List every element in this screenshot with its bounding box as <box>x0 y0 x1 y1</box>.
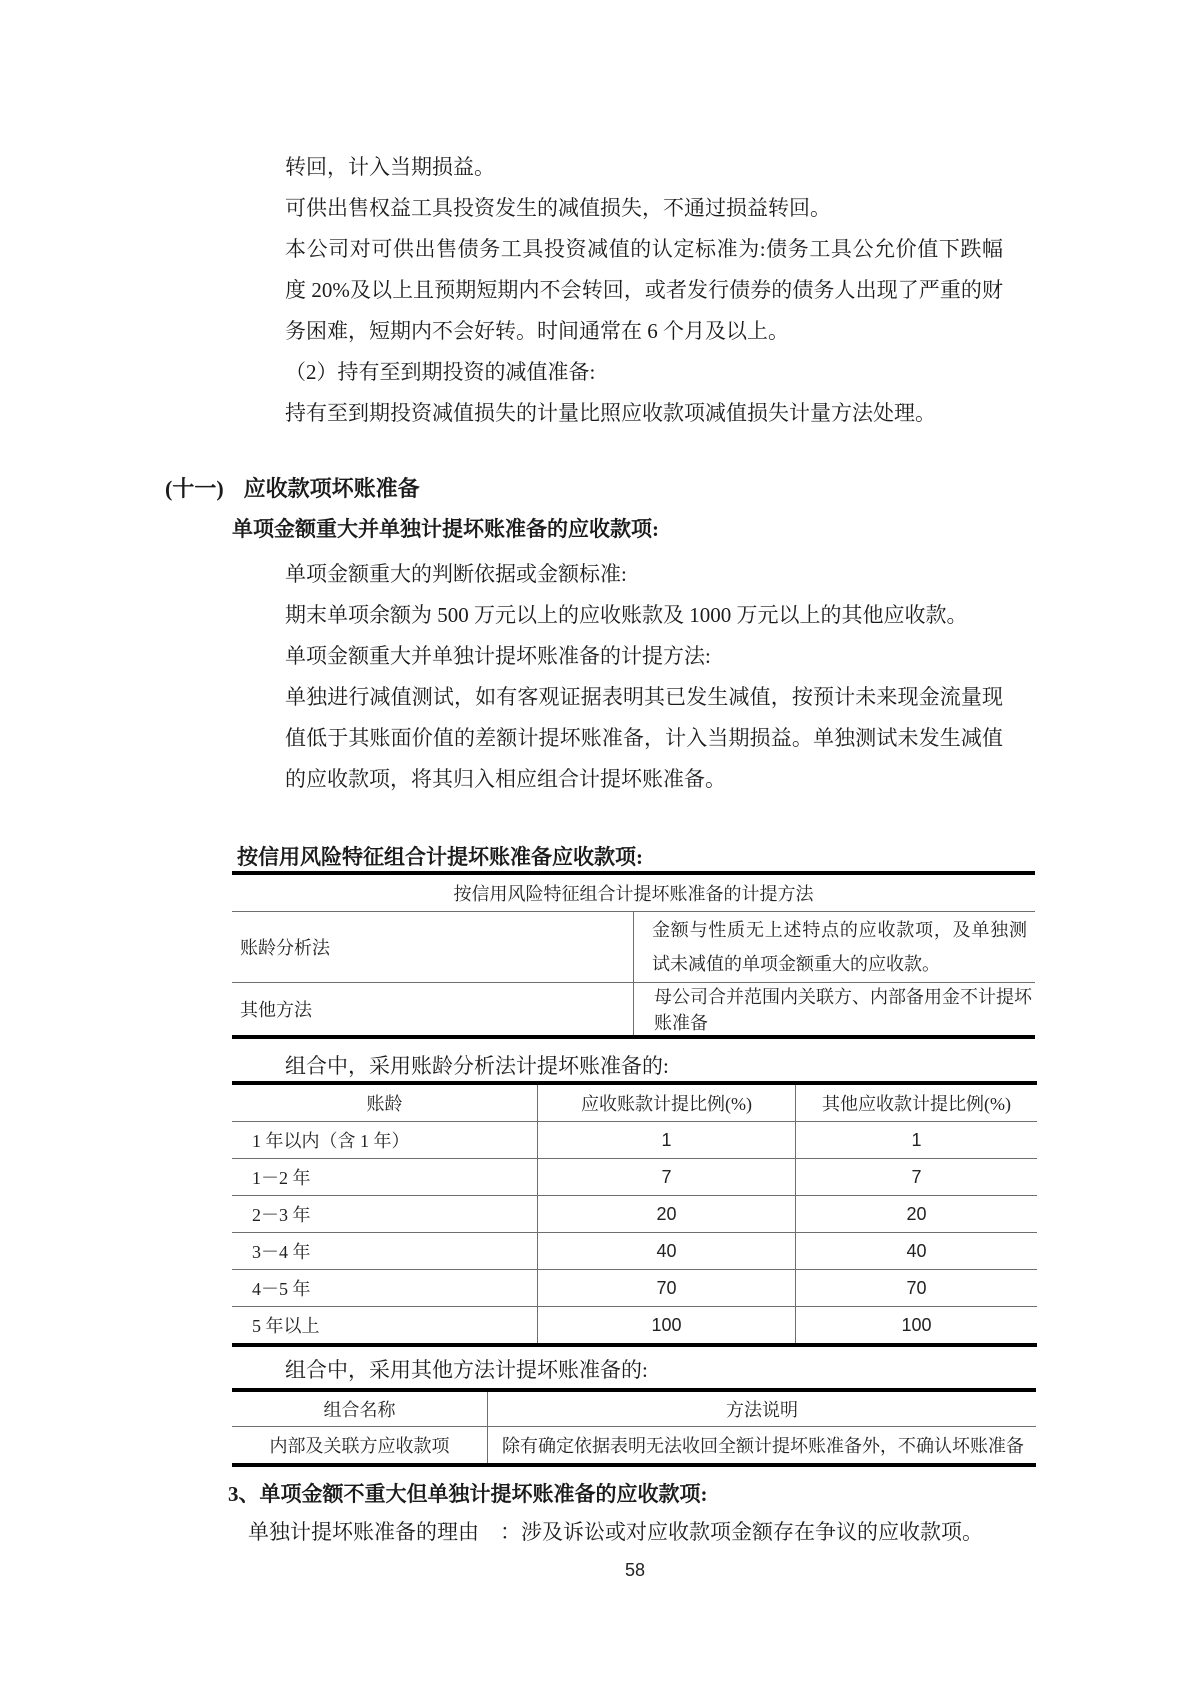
header-cell-group-name: 组合名称 <box>232 1390 488 1427</box>
section-heading <box>165 468 1200 509</box>
intro-section <box>0 0 1200 434</box>
table-header-row <box>232 1083 1037 1122</box>
header-cell-age: 账龄 <box>232 1083 538 1122</box>
section-number: (十一) <box>165 476 224 501</box>
cell-other-pct: 20 <box>796 1196 1038 1233</box>
body-paragraph: 单项金额重大并单独计提坏账准备的计提方法: <box>285 644 711 668</box>
cell-method-desc: 除有确定依据表明无法收回全额计提坏账准备外，不确认坏账准备 <box>488 1427 1037 1466</box>
cell-other-pct: 70 <box>796 1270 1038 1307</box>
cell-receivable-pct: 70 <box>538 1270 796 1307</box>
table-merged-header-cell: 按信用风险特征组合计提坏账准备的计提方法 <box>232 873 1035 912</box>
aging-table-intro: 组合中，采用账龄分析法计提坏账准备的: <box>285 1054 669 1078</box>
other-method-table <box>232 1388 1036 1467</box>
table-row <box>232 983 1035 1038</box>
credit-risk-table-heading: 按信用风险特征组合计提坏账准备应收款项: <box>237 845 643 869</box>
intro-paragraph: 转回，计入当期损益。 <box>285 155 495 179</box>
table-cell-description: 金额与性质无上述特点的应收款项，及单独测试未减值的单项金额重大的应收款。 <box>634 912 1036 983</box>
cell-age: 2－3 年 <box>232 1196 538 1233</box>
table-header-row <box>232 1390 1036 1427</box>
table-cell-method: 其他方法 <box>240 1000 312 1020</box>
header-cell-method-desc: 方法说明 <box>488 1390 1037 1427</box>
table-row <box>232 1159 1037 1196</box>
table-row <box>232 1427 1036 1466</box>
intro-paragraph: 本公司对可供出售债务工具投资减值的认定标准为:债务工具公允价值下跌幅度 20%及以上且预期短期内不会转回，或者发行债券的债务人出现了严重的财务困难，短期内不会好转。时间通常在 6 个月及以上。 <box>285 237 1003 343</box>
intro-paragraph: （2）持有至到期投资的减值准备: <box>285 360 596 384</box>
table-row <box>232 1196 1037 1233</box>
table-row <box>232 873 1035 912</box>
subheading-significant-individual: 单项金额重大并单独计提坏账准备的应收款项: <box>232 517 659 541</box>
table-cell-description: 母公司合并范围内关联方、内部备用金不计提坏账准备 <box>634 983 1036 1038</box>
table-row <box>232 1122 1037 1159</box>
aging-analysis-table <box>232 1081 1037 1347</box>
header-cell-other-pct: 其他应收款计提比例(%) <box>796 1083 1038 1122</box>
section-body <box>0 554 1200 800</box>
cell-other-pct: 40 <box>796 1233 1038 1270</box>
body-paragraph: 单独进行减值测试，如有客观证据表明其已发生减值，按预计未来现金流量现值低于其账面价值的差额计提坏账准备，计入当期损益。单独测试未发生减值的应收款项，将其归入相应组合计提坏账准备。 <box>285 685 1003 791</box>
cell-receivable-pct: 100 <box>538 1307 796 1346</box>
cell-other-pct: 100 <box>796 1307 1038 1346</box>
cell-receivable-pct: 20 <box>538 1196 796 1233</box>
cell-age: 3－4 年 <box>232 1233 538 1270</box>
cell-other-pct: 7 <box>796 1159 1038 1196</box>
page-number: 58 <box>624 1560 646 1580</box>
header-cell-receivable-pct: 应收账款计提比例(%) <box>538 1083 796 1122</box>
cell-other-pct: 1 <box>796 1122 1038 1159</box>
credit-risk-method-table <box>232 871 1035 1039</box>
table-cell-method: 账龄分析法 <box>232 912 634 983</box>
cell-age: 4－5 年 <box>232 1270 538 1307</box>
intro-paragraph: 可供出售权益工具投资发生的减值损失，不通过损益转回。 <box>285 196 831 220</box>
cell-age: 1 年以内（含 1 年） <box>232 1122 538 1159</box>
body-paragraph: 期末单项余额为 500 万元以上的应收账款及 1000 万元以上的其他应收款。 <box>285 603 968 627</box>
item3-reason: 单独计提坏账准备的理由 ：涉及诉讼或对应收款项金额存在争议的应收款项。 <box>248 1520 983 1544</box>
table-row <box>232 912 1035 983</box>
cell-receivable-pct: 7 <box>538 1159 796 1196</box>
body-paragraph: 单项金额重大的判断依据或金额标准: <box>285 562 627 586</box>
intro-paragraph: 持有至到期投资减值损失的计量比照应收款项减值损失计量方法处理。 <box>285 401 936 425</box>
cell-age: 1－2 年 <box>232 1159 538 1196</box>
item3-heading: 3、单项金额不重大但单独计提坏账准备的应收款项: <box>228 1482 708 1506</box>
table-row <box>232 1307 1037 1346</box>
cell-age: 5 年以上 <box>252 1316 320 1336</box>
other-method-table-intro: 组合中，采用其他方法计提坏账准备的: <box>285 1358 648 1382</box>
table-row <box>232 1270 1037 1307</box>
cell-group-name: 内部及关联方应收款项 <box>269 1436 450 1456</box>
cell-receivable-pct: 40 <box>538 1233 796 1270</box>
cell-receivable-pct: 1 <box>538 1122 796 1159</box>
section-title: 应收款项坏账准备 <box>243 476 420 501</box>
table-row <box>232 1233 1037 1270</box>
